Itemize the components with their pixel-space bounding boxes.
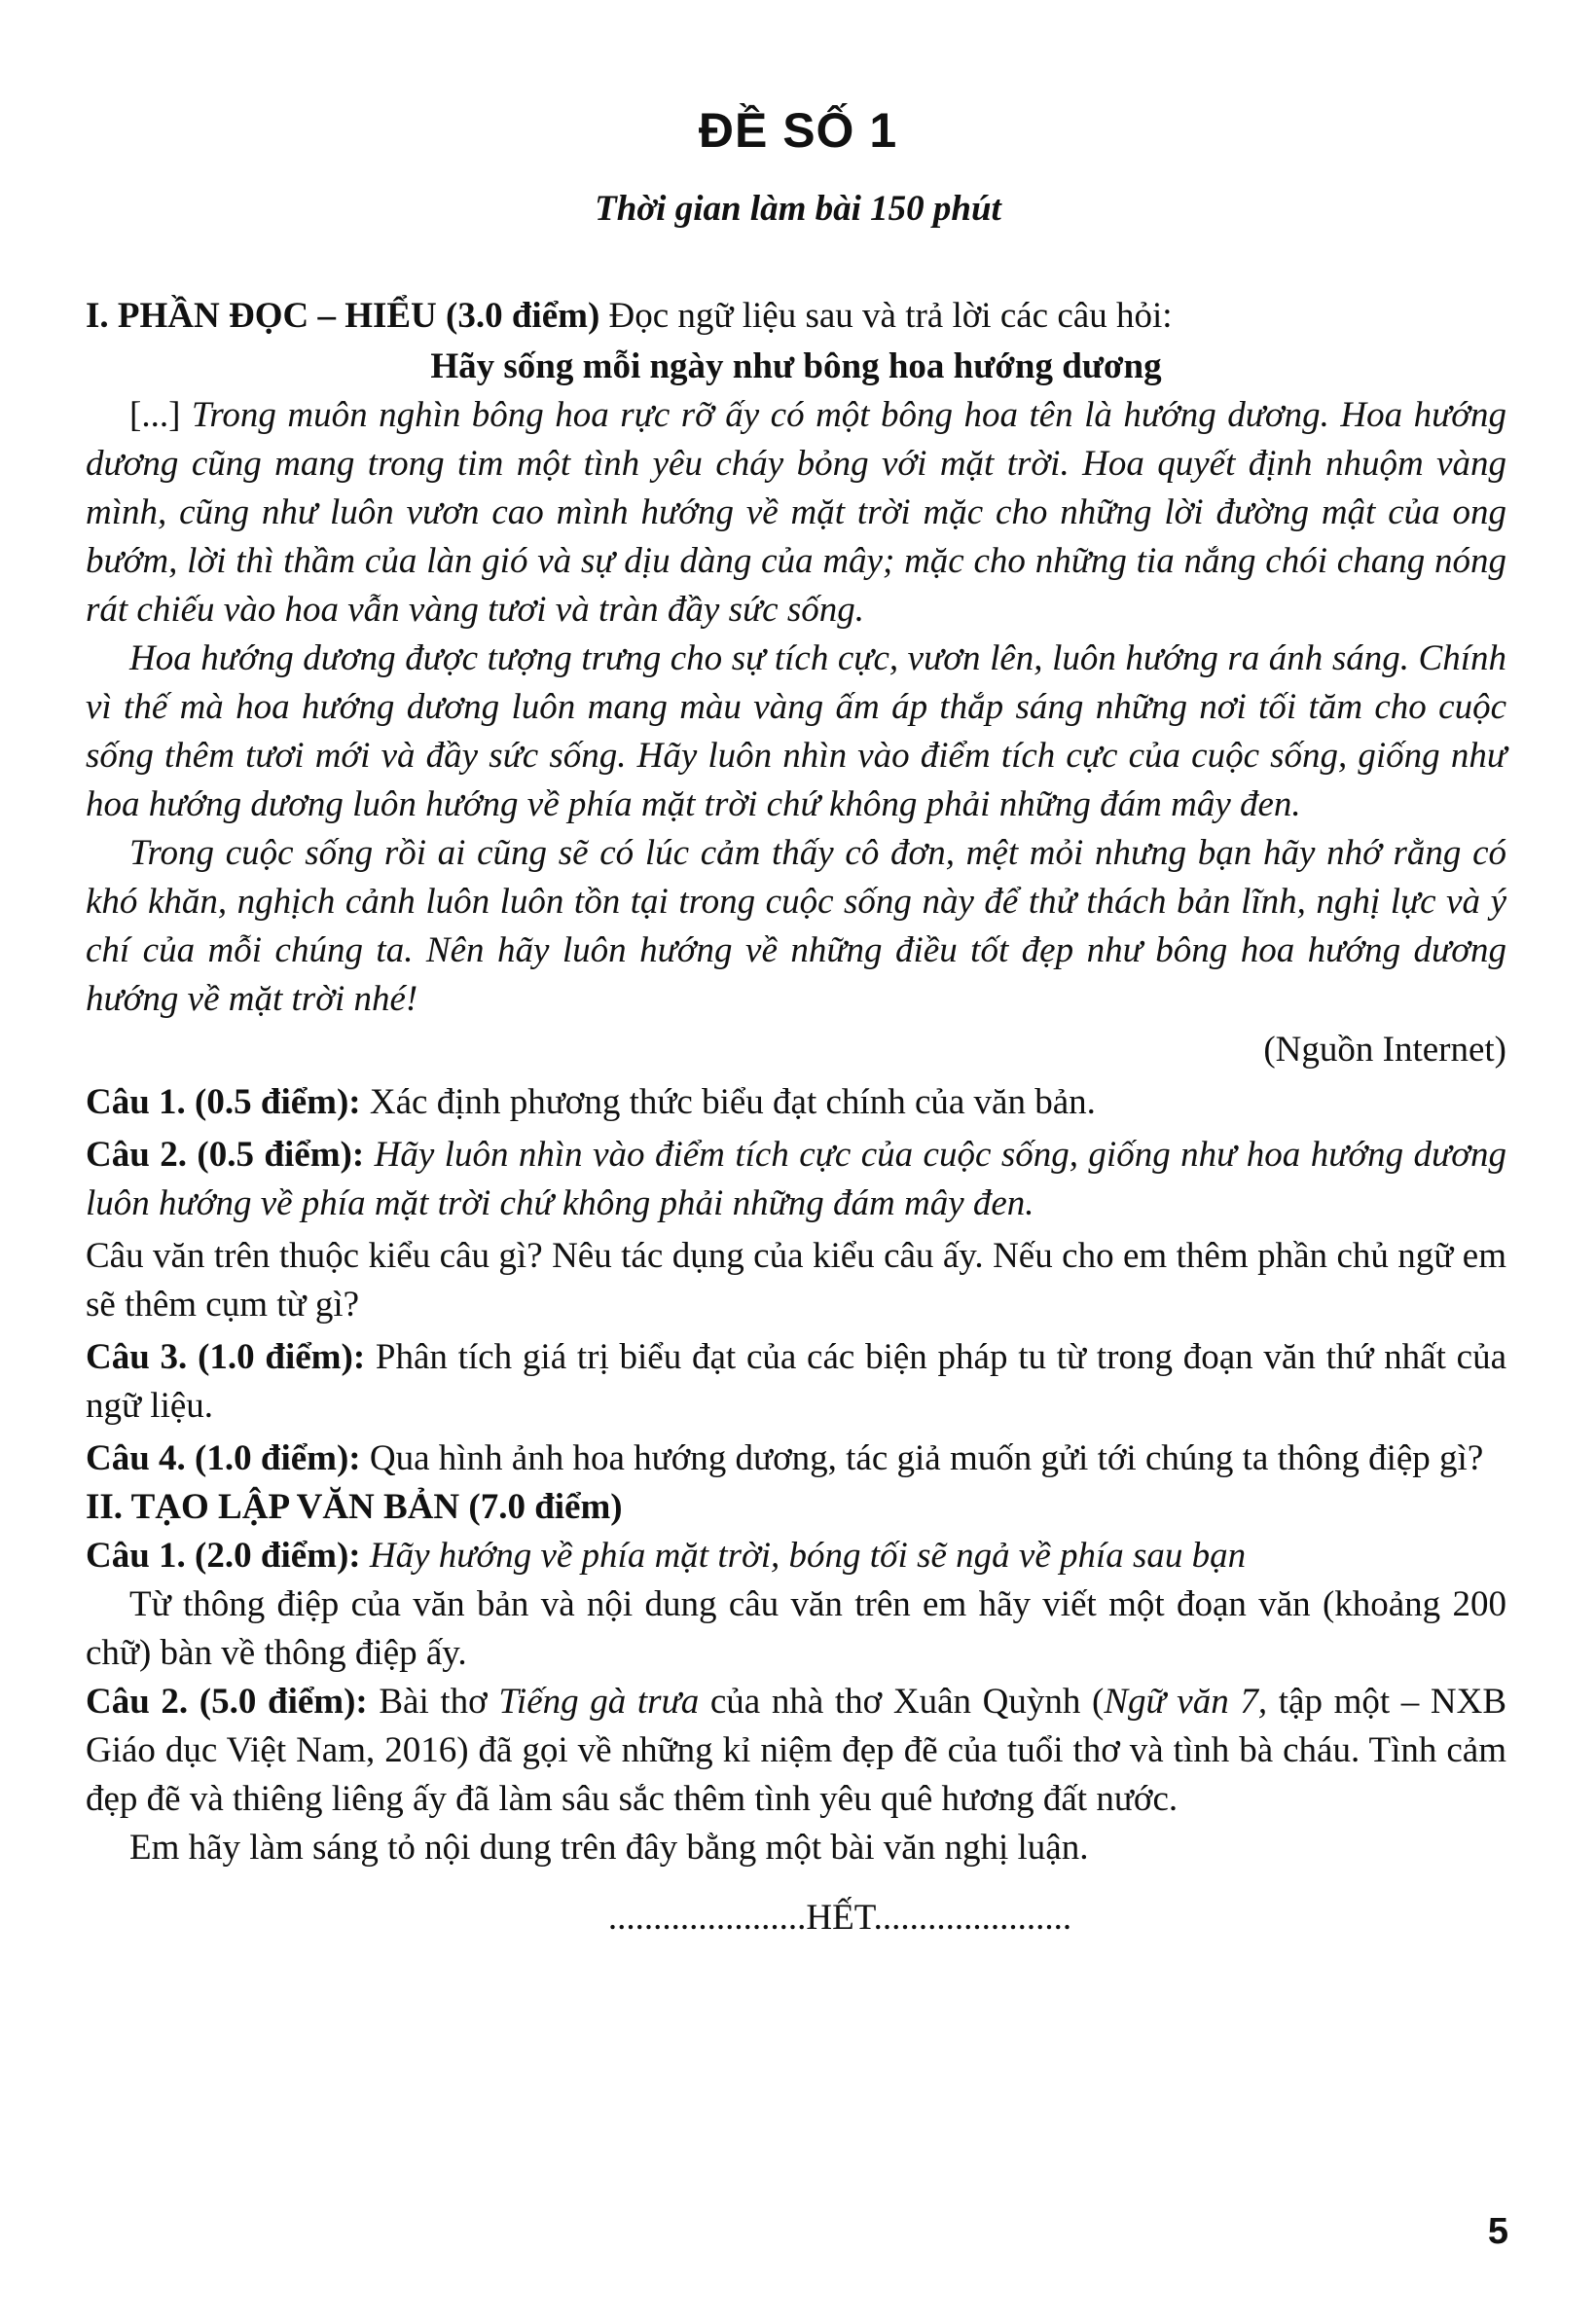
part1-question-4 <box>86 1434 1506 1483</box>
exam-duration: Thời gian làm bài 150 phút <box>595 189 1001 229</box>
part2-q2-text-c: tập một – NXB Giáo dục Việt Nam, 2016) đã gọi về những kỉ niệm đẹp đẽ của tuổi thơ và tình bà cháu. Tình cảm đẹp đẽ và thiêng liêng ấy đã làm sâu sắc thêm tình yêu quê hương đất nước. <box>86 1682 1507 1819</box>
part1-heading <box>86 292 1506 341</box>
part2-question-1-prompt: Từ thông điệp của văn bản và nội dung câu văn trên em hãy viết một đoạn văn (khoảng 200 chữ) bàn về thông điệp ấy. <box>86 1584 1506 1673</box>
part1-heading-instruction: Đọc ngữ liệu sau và trả lời các câu hỏi: <box>599 296 1173 336</box>
passage-paragraph-1 <box>86 391 1506 635</box>
part2-q1-quote: Hãy hướng về phía mặt trời, bóng tối sẽ ngả về phía sau bạn <box>360 1536 1247 1576</box>
end-marker: ......................HẾT...................... <box>607 1898 1072 1938</box>
part1-q4-text: Qua hình ảnh hoa hướng dương, tác giả muốn gửi tới chúng ta thông điệp gì? <box>360 1438 1484 1478</box>
passage-paragraph-2: Hoa hướng dương được tượng trưng cho sự tích cực, vươn lên, luôn hướng ra ánh sáng. Chính vì thế mà hoa hướng dương luôn mang màu vàng ấm áp thắp sáng những nơi tối tăm cho cuộc sống thêm tươi mới và đầy sức sống. Hãy luôn nhìn vào điểm tích cực của cuộc sống, giống như hoa hướng dương luôn hướng về phía mặt trời chứ không phải những đám mây đen. <box>86 638 1506 824</box>
part1-q1-label: Câu 1. (0.5 điểm): <box>86 1082 361 1122</box>
part2-question-2-task: Em hãy làm sáng tỏ nội dung trên đây bằng một bài văn nghị luận. <box>129 1828 1089 1868</box>
part2-question-1 <box>86 1532 1506 1580</box>
reading-passage <box>86 391 1506 1024</box>
passage-source: (Nguồn Internet) <box>1263 1030 1506 1070</box>
part1-heading-label: I. PHẦN ĐỌC – HIỂU (3.0 điểm) <box>86 296 600 336</box>
part1-question-2 <box>86 1131 1506 1228</box>
part1-q3-text: Phân tích giá trị biểu đạt của các biện pháp tu từ trong đoạn văn thứ nhất của ngữ liệu. <box>86 1337 1506 1426</box>
part2-q2-book-title: Ngữ văn 7, <box>1104 1682 1268 1722</box>
passage-paragraph-3: Trong cuộc sống rồi ai cũng sẽ có lúc cảm thấy cô đơn, mệt mỏi nhưng bạn hãy nhớ rằng có khó khăn, nghịch cảnh luôn luôn tồn tại trong cuộc sống này để thử thách bản lĩnh, nghị lực và ý chí của mỗi chúng ta. Nên hãy luôn hướng về những điều tốt đẹp như bông hoa hướng dương hướng về mặt trời nhé! <box>86 833 1506 1019</box>
part1-question-2-prompt: Câu văn trên thuộc kiểu câu gì? Nêu tác dụng của kiểu câu ấy. Nếu cho em thêm phần chủ ngữ em sẽ thêm cụm từ gì? <box>86 1236 1506 1325</box>
passage-paragraph-1-text: Trong muôn nghìn bông hoa rực rỡ ấy có một bông hoa tên là hướng dương. Hoa hướng dương cũng mang trong tim một tình yêu cháy bỏng với mặt trời. Hoa quyết định nhuộm vàng mình, cũng như luôn vươn cao mình hướng về mặt trời mặc cho những lời đường mật của ong bướm, lời thì thầm của làn gió và sự dịu dàng của mây; mặc cho những tia nắng chói chang nóng rát chiếu vào hoa vẫn vàng tươi và tràn đầy sức sống. <box>86 395 1506 630</box>
part1-q2-quote: Hãy luôn nhìn vào điểm tích cực của cuộc sống, giống như hoa hướng dương luôn hướng về phía mặt trời chứ không phải những đám mây đen. <box>86 1135 1506 1223</box>
part2-q2-text-a: Bài thơ <box>367 1682 499 1722</box>
part2-q2-poem-title: Tiếng gà trưa <box>498 1682 700 1722</box>
part2-q1-label: Câu 1. (2.0 điểm): <box>86 1536 361 1576</box>
part2-q2-label: Câu 2. (5.0 điểm): <box>86 1682 368 1722</box>
part1-question-3 <box>86 1333 1506 1431</box>
passage-title: Hãy sống mỗi ngày như bông hoa hướng dương <box>430 346 1162 386</box>
page-number: 5 <box>1487 2211 1508 2252</box>
exam-title: ĐỀ SỐ 1 <box>698 103 898 158</box>
part1-q3-label: Câu 3. (1.0 điểm): <box>86 1337 366 1377</box>
part2-heading: II. TẠO LẬP VĂN BẢN (7.0 điểm) <box>86 1487 623 1527</box>
passage-ellipsis: [...] <box>129 395 181 435</box>
exam-content <box>86 292 1506 1943</box>
part2-question-2 <box>86 1678 1506 1824</box>
part1-q4-label: Câu 4. (1.0 điểm): <box>86 1438 361 1478</box>
part1-question-1 <box>86 1078 1506 1127</box>
part1-q1-text: Xác định phương thức biểu đạt chính của văn bản. <box>360 1082 1096 1122</box>
part2-q2-text-b: của nhà thơ Xuân Quỳnh ( <box>699 1682 1105 1722</box>
part1-q2-label: Câu 2. (0.5 điểm): <box>86 1135 365 1175</box>
